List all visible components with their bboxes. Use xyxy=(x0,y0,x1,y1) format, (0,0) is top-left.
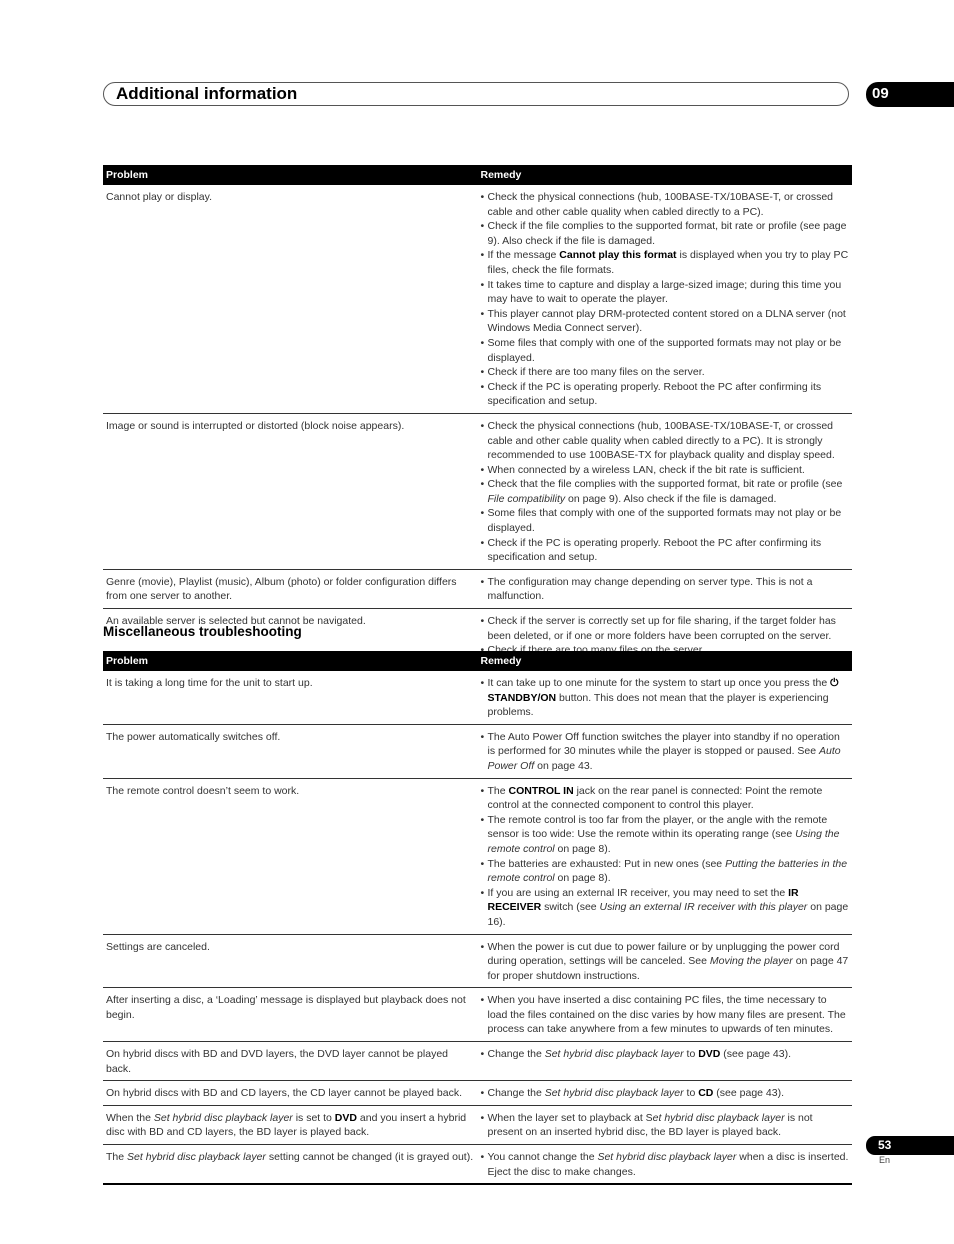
remedy-cell xyxy=(478,569,853,608)
problem-cell: The power automatically switches off. xyxy=(103,724,478,778)
remedy-text: When the power is cut due to power failure or by unplugging the power cord during operation, settings will be canceled. See Moving the player on page 47 for proper shutdown instructions. xyxy=(487,940,849,982)
bullet-icon: • xyxy=(480,615,485,628)
page-number: 53 xyxy=(866,1136,954,1155)
remedy-text: Check if the file complies to the supported format, bit rate or profile (see page 9). Also check if the file is damaged. xyxy=(487,220,847,247)
remedy-item xyxy=(481,536,850,565)
remedy-text: Check that the file complies with the supported format, bit rate or profile (see File compatibility on page 9). Also check if the file is damaged. xyxy=(487,478,843,505)
remedy-item xyxy=(481,993,850,1037)
remedy-text: When you have inserted a disc containing PC files, the time necessary to load the files contained on the disc varies by how many files are present. The process can take anywhere from a few minutes to upwards of ten minutes. xyxy=(487,994,846,1036)
network-troubleshooting-table xyxy=(103,165,852,664)
section-title: Miscellaneous troubleshooting xyxy=(103,624,302,639)
problem-cell: An available server is selected but cannot be navigated. xyxy=(103,609,478,663)
remedy-item xyxy=(481,380,850,409)
remedy-item xyxy=(481,730,850,774)
bullet-icon: • xyxy=(480,336,485,349)
problem-cell: When the Set hybrid disc playback layer is set to DVD and you insert a hybrid disc with BD and CD layers, the BD layer is played back. xyxy=(103,1105,478,1144)
remedy-text: The CONTROL IN jack on the rear panel is connected: Point the remote control at the connected component to control this player. xyxy=(487,784,823,812)
remedy-item xyxy=(481,857,850,886)
misc-troubleshooting-table xyxy=(103,651,852,1185)
remedy-text: Check the physical connections (hub, 100BASE-TX/10BASE-T, or crossed cable and other cable quality when cabled directly to a PC). xyxy=(487,191,834,218)
remedy-cell xyxy=(478,1145,853,1185)
remedy-item xyxy=(481,614,850,643)
remedy-item xyxy=(481,278,850,307)
remedy-item xyxy=(481,219,850,248)
remedy-text: It takes time to capture and display a large-sized image; during this time you may have to wait to operate the player. xyxy=(487,278,842,306)
remedy-cell xyxy=(478,934,853,988)
problem-column-header: Problem xyxy=(103,165,478,185)
remedy-item xyxy=(481,190,850,219)
remedy-text: Check if the PC is operating properly. Reboot the PC after confirming its specification and setup. xyxy=(487,380,822,408)
problem-cell: Settings are canceled. xyxy=(103,934,478,988)
table-row xyxy=(103,934,852,988)
problem-cell: On hybrid discs with BD and CD layers, the CD layer cannot be played back. xyxy=(103,1081,478,1106)
remedy-text: The configuration may change depending on server type. This is not a malfunction. xyxy=(487,575,813,603)
remedy-text: Some files that comply with one of the supported formats may not play or be displayed. xyxy=(487,336,842,364)
remedy-cell xyxy=(478,1105,853,1144)
remedy-item xyxy=(481,1150,850,1179)
bullet-icon: • xyxy=(480,419,485,432)
table-row xyxy=(103,1042,852,1081)
remedy-item xyxy=(481,886,850,930)
remedy-item xyxy=(481,1047,850,1062)
remedy-text: Check the physical connections (hub, 100BASE-TX/10BASE-T, or crossed cable and other cable quality when cabled directly to a PC). It is strongly recommended to use 100BASE-TX for playback quality and display speed. xyxy=(487,419,835,462)
table-row xyxy=(103,1081,852,1106)
remedy-text: When the layer set to playback at Set hybrid disc playback layer is not present on an inserted hybrid disc, the BD layer is played back. xyxy=(487,1111,813,1139)
remedy-item xyxy=(481,307,850,336)
remedy-item xyxy=(481,477,850,506)
problem-cell: It is taking a long time for the unit to start up. xyxy=(103,671,478,724)
bullet-icon: • xyxy=(480,677,485,689)
table-row xyxy=(103,1105,852,1144)
bullet-icon: • xyxy=(480,813,485,826)
remedy-text: The batteries are exhausted: Put in new ones (see Putting the batteries in the remote control on page 8). xyxy=(487,857,848,885)
remedy-cell xyxy=(478,1081,853,1106)
bullet-icon: • xyxy=(480,463,485,476)
bullet-icon: • xyxy=(480,940,485,953)
bullet-icon: • xyxy=(480,380,485,393)
remedy-cell xyxy=(478,413,853,569)
language-label: En xyxy=(879,1155,891,1165)
remedy-cell xyxy=(478,724,853,778)
table-row xyxy=(103,778,852,934)
remedy-cell xyxy=(478,1042,853,1081)
bullet-icon: • xyxy=(480,730,485,743)
remedy-text: It can take up to one minute for the system to start up once you press the ⏻ STANDBY/ON button. This does not mean that the player is experiencing problems. xyxy=(487,677,839,719)
remedy-text: Change the Set hybrid disc playback layer to CD (see page 43). xyxy=(487,1087,785,1100)
table-row xyxy=(103,671,852,724)
remedy-item xyxy=(481,575,850,604)
remedy-text: The Auto Power Off function switches the player into standby if no operation is performed for 30 minutes while the player is stopped or paused. See Auto Power Off on page 43. xyxy=(487,730,841,772)
remedy-item xyxy=(481,940,850,984)
remedy-item xyxy=(481,1111,850,1140)
remedy-column-header: Remedy xyxy=(478,165,853,185)
bullet-icon: • xyxy=(480,886,485,899)
remedy-text: You cannot change the Set hybrid disc playback layer when a disc is inserted. Eject the disc to make changes. xyxy=(487,1151,849,1178)
remedy-text: This player cannot play DRM-protected content stored on a DLNA server (not Windows Media Connect server). xyxy=(487,307,846,335)
bullet-icon: • xyxy=(480,366,485,379)
bullet-icon: • xyxy=(480,478,485,491)
remedy-item xyxy=(481,419,850,463)
table-row xyxy=(103,185,852,413)
table-row xyxy=(103,413,852,569)
bullet-icon: • xyxy=(480,1111,485,1124)
remedy-item xyxy=(481,248,850,277)
bullet-icon: • xyxy=(480,507,485,520)
bullet-icon: • xyxy=(480,994,485,1007)
remedy-cell xyxy=(478,671,853,724)
remedy-text: Some files that comply with one of the supported formats may not play or be displayed. xyxy=(487,507,842,535)
remedy-item xyxy=(481,506,850,535)
remedy-item xyxy=(481,676,850,720)
bullet-icon: • xyxy=(480,1048,485,1061)
problem-cell: Image or sound is interrupted or distorted (block noise appears). xyxy=(103,413,478,569)
remedy-text: Check if the server is correctly set up for file sharing, if the target folder has been deleted, or if one or more folders have been corrupted on the server. xyxy=(487,615,836,642)
bullet-icon: • xyxy=(480,191,485,203)
bullet-icon: • xyxy=(480,575,485,588)
remedy-item xyxy=(481,336,850,365)
problem-cell: After inserting a disc, a ‘Loading’ message is displayed but playback does not begin. xyxy=(103,988,478,1042)
remedy-text: Check if the PC is operating properly. Reboot the PC after confirming its specification and setup. xyxy=(487,536,822,564)
remedy-cell xyxy=(478,778,853,934)
problem-cell: Genre (movie), Playlist (music), Album (photo) or folder configuration differs from one server to another. xyxy=(103,569,478,608)
bullet-icon: • xyxy=(480,220,485,233)
remedy-item xyxy=(481,1086,850,1101)
bullet-icon: • xyxy=(480,1151,485,1164)
bullet-icon: • xyxy=(480,1087,485,1100)
problem-cell: The remote control doesn’t seem to work. xyxy=(103,778,478,934)
page-title: Additional information xyxy=(116,84,298,103)
remedy-text: The remote control is too far from the player, or the angle with the remote sensor is too wide: Use the remote within its operating range (see Using the remote control on page 8). xyxy=(487,813,840,855)
remedy-item xyxy=(481,365,850,380)
remedy-text: Change the Set hybrid disc playback layer to DVD (see page 43). xyxy=(487,1048,792,1061)
remedy-cell xyxy=(478,185,853,413)
remedy-item xyxy=(481,813,850,857)
bullet-icon: • xyxy=(480,278,485,291)
chapter-badge: 09 xyxy=(866,82,954,107)
bullet-icon: • xyxy=(480,857,485,870)
remedy-item xyxy=(481,784,850,813)
table-row xyxy=(103,724,852,778)
remedy-text: When connected by a wireless LAN, check if the bit rate is sufficient. xyxy=(487,463,805,476)
bullet-icon: • xyxy=(480,249,485,262)
bullet-icon: • xyxy=(480,784,485,797)
table-row xyxy=(103,569,852,608)
remedy-item xyxy=(481,463,850,478)
remedy-text: Check if there are too many files on the server. xyxy=(487,366,705,379)
table-row xyxy=(103,1145,852,1185)
bullet-icon: • xyxy=(480,307,485,320)
bullet-icon: • xyxy=(480,536,485,549)
remedy-text: If the message Cannot play this format is displayed when you try to play PC files, check the file formats. xyxy=(487,249,849,276)
remedy-text: If you are using an external IR receiver, you may need to set the IR RECEIVER switch (see Using an external IR receiver with this player on page 16). xyxy=(487,886,849,928)
problem-cell: The Set hybrid disc playback layer setting cannot be changed (it is grayed out). xyxy=(103,1145,478,1185)
problem-cell: On hybrid discs with BD and DVD layers, the DVD layer cannot be played back. xyxy=(103,1042,478,1081)
table-row xyxy=(103,988,852,1042)
remedy-cell xyxy=(478,988,853,1042)
problem-cell: Cannot play or display. xyxy=(103,185,478,413)
problem-column-header: Problem xyxy=(103,651,478,671)
remedy-column-header: Remedy xyxy=(478,651,853,671)
